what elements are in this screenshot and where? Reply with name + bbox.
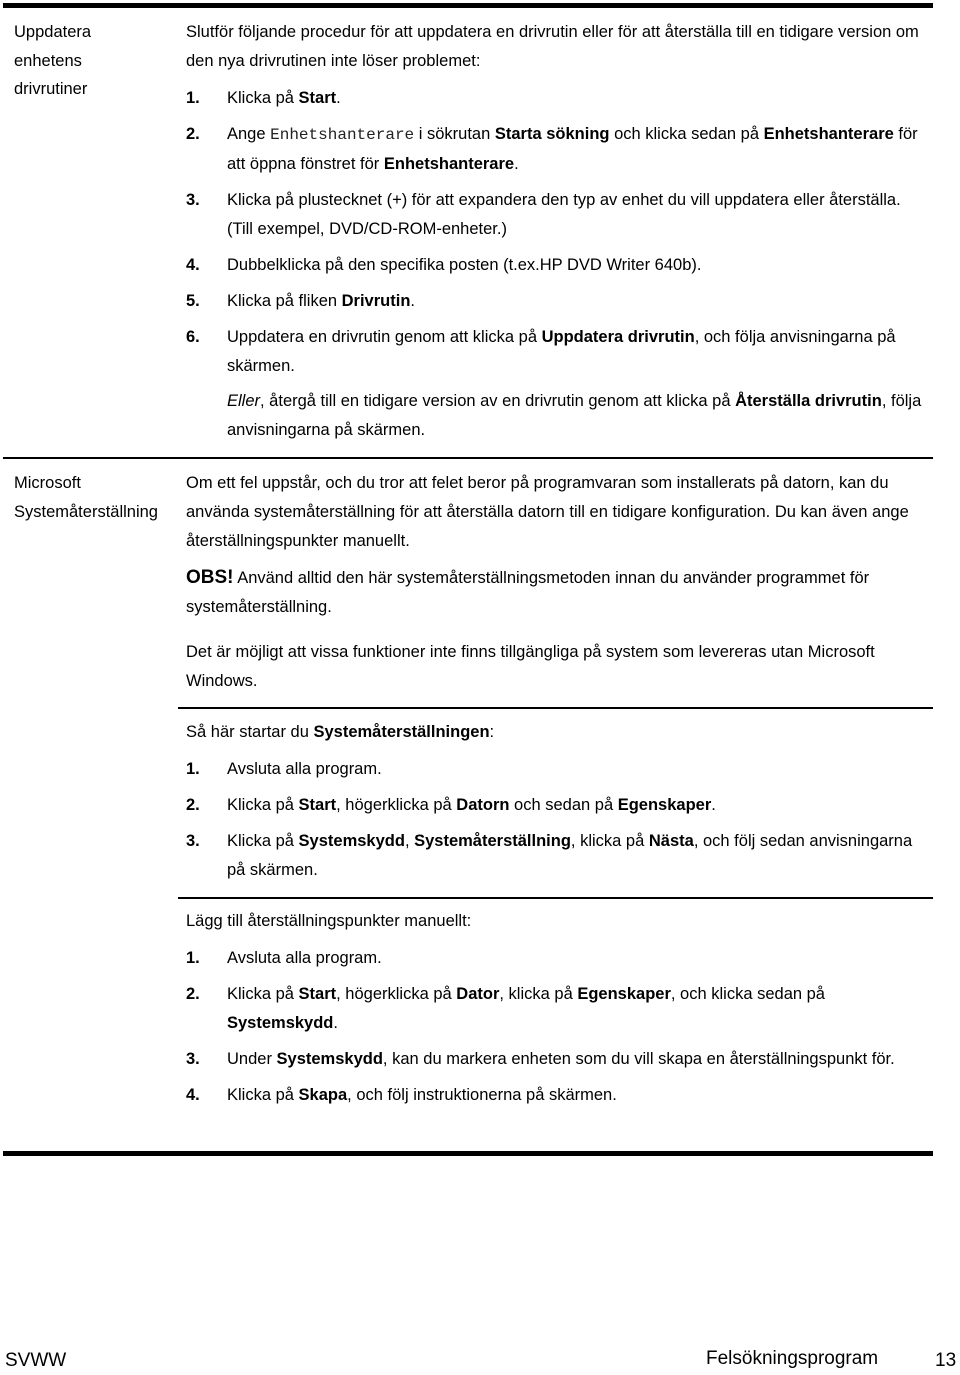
procedure-list (186, 84, 931, 381)
page-number: 13 (935, 1350, 957, 1371)
bottom-rule (3, 1151, 933, 1156)
procedure-step (186, 827, 931, 885)
section-content-system-restore (186, 469, 931, 696)
step-number: 1. (186, 760, 200, 778)
text-run: . (711, 796, 716, 814)
bold-term: Egenskaper (577, 985, 671, 1003)
text-run: . (410, 292, 415, 310)
text-run: Klicka på plustecknet (+) för att expandera den typ av enhet du vill uppdatera eller återställa. (Till exempel, DVD/CD-ROM-enheter.) (227, 191, 901, 238)
text-run: och sedan på (509, 796, 618, 814)
step-number: 4. (186, 1086, 200, 1104)
text-run: Klicka på (227, 985, 299, 1003)
step-number: 3. (186, 191, 200, 209)
bold-term: Systemåterställning (414, 832, 571, 850)
text-run: Klicka på (227, 796, 299, 814)
bold-term: Start (298, 985, 337, 1003)
bold-term: Systemskydd (227, 1014, 334, 1032)
section-label-drivers (14, 18, 91, 104)
start-restore-block (186, 718, 931, 892)
text-run: . (333, 1014, 338, 1032)
section-intro: Slutför följande procedur för att uppdatera en drivrutin eller för att återställa till en tidigare version om den nya drivrutinen inte löser problemet: (186, 23, 919, 70)
step-number: 1. (186, 89, 200, 107)
obs-note (186, 563, 931, 622)
text-run: och klicka sedan på (609, 125, 764, 143)
section-divider (3, 457, 933, 459)
bold-term: Dator (456, 985, 500, 1003)
bold-term: Drivrutin (341, 292, 411, 310)
text-run: Klicka på (227, 832, 299, 850)
text-run: Klicka på (227, 89, 299, 107)
label-line: Microsoft (14, 474, 81, 492)
procedure-step (186, 980, 931, 1038)
bold-term: Starta sökning (494, 125, 610, 143)
code-term: Enhetshanterare (270, 126, 415, 144)
step-number: 2. (186, 796, 200, 814)
subsection-divider (178, 897, 933, 899)
procedure-step (186, 84, 931, 113)
step-number: 4. (186, 256, 200, 274)
text-run: , (404, 832, 415, 850)
bold-term: Enhetshanterare (763, 125, 894, 143)
step-number: 1. (186, 949, 200, 967)
procedure-step (186, 944, 931, 973)
label-line: enhetens (14, 51, 82, 70)
text-run: , kan du markera enheten som du vill skapa en återställningspunkt för. (382, 1050, 895, 1068)
text-run: . (336, 89, 341, 107)
text-run: , klicka på (499, 985, 578, 1003)
bold-term: Systemåterställningen (313, 723, 490, 741)
procedure-step (186, 323, 931, 381)
obs-label: OBS! (186, 567, 234, 588)
text-run: , högerklicka på (336, 796, 457, 814)
text-run: för att öppna fönstret för (227, 125, 918, 173)
procedure-step (186, 287, 931, 316)
bold-term: Nästa (648, 832, 694, 850)
text-run: , och följ sedan anvisningarna på skärmen. (227, 832, 913, 879)
bold-term: Start (298, 89, 337, 107)
manual-steps-list (186, 944, 931, 1110)
manual-heading: Lägg till återställningspunkter manuellt: (186, 912, 472, 930)
text-run: , högerklicka på (336, 985, 457, 1003)
bold-term: Enhetshanterare (383, 155, 515, 173)
section-intro: Om ett fel uppstår, och du tror att felet beror på programvaran som installerats på datorn, kan du använda systemåterställning för att återställa datorn till en tidigare konfiguration. Du kan även ange återställningspunkter manuellt. (186, 474, 909, 550)
step-number: 3. (186, 832, 200, 850)
text-run: Klicka på (227, 1086, 299, 1104)
label-line: drivrutiner (14, 80, 88, 98)
bold-term: Systemskydd (298, 832, 405, 850)
footer-title: Felsökningsprogram (706, 1348, 879, 1369)
bold-term: Start (298, 796, 337, 814)
step-number: 6. (186, 328, 200, 346)
bold-term: Systemskydd (276, 1050, 383, 1068)
procedure-step (186, 251, 931, 280)
procedure-step (186, 1081, 931, 1110)
bold-term: Skapa (298, 1086, 348, 1104)
obs-text: Använd alltid den här systemåterställningsmetoden innan du använder programmet för systemåterställning. (186, 569, 870, 616)
text-run: , och följ instruktionerna på skärmen. (347, 1086, 617, 1104)
bold-term: Uppdatera drivrutin (541, 328, 695, 346)
step-number: 3. (186, 1050, 200, 1068)
procedure-step (186, 755, 931, 784)
bold-term: Datorn (456, 796, 510, 814)
emphasis-text: Eller (227, 392, 261, 410)
step-number: 2. (186, 125, 200, 143)
step-number: 5. (186, 292, 200, 310)
section-label-system-restore (14, 469, 158, 526)
text-run: , följa anvisningarna på skärmen. (227, 392, 922, 439)
start-steps-list (186, 755, 931, 885)
text-run: i sökrutan (414, 125, 495, 143)
alternative-instruction (186, 387, 931, 445)
text-run: : (489, 723, 495, 741)
subsection-divider (178, 707, 933, 709)
text-run: Avsluta alla program. (227, 949, 382, 967)
bold-term: Egenskaper (617, 796, 712, 814)
section-content-drivers (186, 18, 931, 445)
availability-note: Det är möjligt att vissa funktioner inte finns tillgängliga på system som levereras utan Microsoft Windows. (186, 643, 875, 690)
bold-term: Återställa drivrutin (735, 392, 882, 410)
text-run: , klicka på (570, 832, 649, 850)
text-run: , återgå till en tidigare version av en drivrutin genom att klicka på (260, 392, 736, 410)
procedure-step (186, 791, 931, 820)
text-run: Klicka på fliken (227, 292, 342, 310)
text-run: . (514, 155, 519, 173)
step-number: 2. (186, 985, 200, 1003)
manual-restore-block (186, 907, 931, 1117)
text-run: , och klicka sedan på (670, 985, 825, 1003)
start-heading (186, 718, 931, 747)
footer-left: SVWW (5, 1350, 67, 1371)
top-rule (3, 3, 933, 8)
text-run: Under (227, 1050, 277, 1068)
procedure-step (186, 1045, 931, 1074)
procedure-step (186, 186, 931, 244)
procedure-step (186, 120, 931, 179)
text-run: , och följa anvisningarna på skärmen. (227, 328, 896, 375)
text-run: Avsluta alla program. (227, 760, 382, 778)
label-line: Uppdatera (14, 23, 92, 41)
text-run: Uppdatera en drivrutin genom att klicka på (227, 328, 542, 346)
text-run: Så här startar du (186, 723, 314, 741)
label-line: Systemåterställning (14, 502, 158, 521)
text-run: Dubbelklicka på den specifika posten (t.ex.HP DVD Writer 640b). (227, 256, 702, 274)
text-run: Ange (227, 125, 271, 143)
